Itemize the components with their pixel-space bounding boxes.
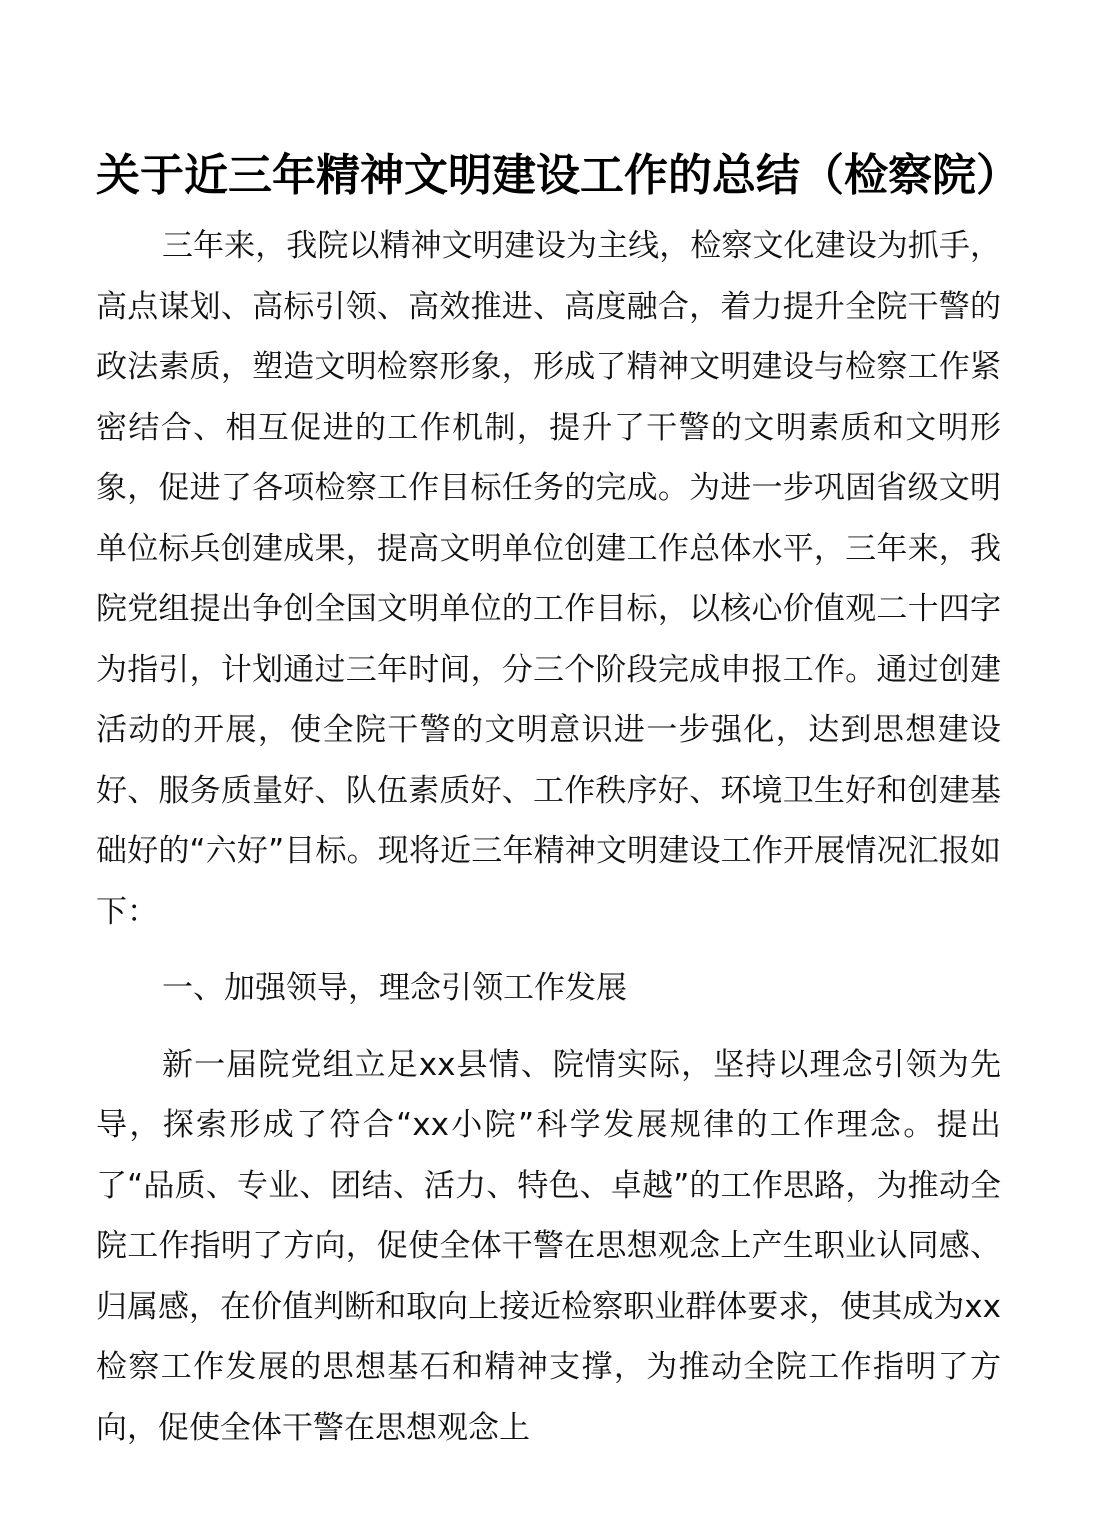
intro-paragraph: 三年来，我院以精神文明建设为主线，检察文化建设为抓手，高点谋划、高标引领、高效推进、高度融合，着力提升全院干警的政法素质，塑造文明检察形象，形成了精神文明建设与检察工作紧密结合、相互促进的工作机制，提升了干警的文明素质和文明形象，促进了各项检察工作目标任务的完成。为进一步巩固省级文明单位标兵创建成果，提高文明单位创建工作总体水平，三年来，我院党组提出争创全国文明单位的工作目标，以核心价值观二十四字为指引，计划通过三年时间，分三个阶段完成申报工作。通过创建活动的开展，使全院干警的文明意识进一步强化，达到思想建设好、服务质量好、队伍素质好、工作秩序好、环境卫生好和创建基础好的“六好”目标。现将近三年精神文明建设工作开展情况汇报如下：	[96, 228, 1001, 930]
document-title: 关于近三年精神文明建设工作的总结（检察院）	[96, 150, 1020, 201]
section-heading: 一、加强领导，理念引领工作发展	[162, 970, 627, 1006]
document-page	[96, 146, 1020, 1458]
section-paragraph: 新一届院党组立足xx县情、院情实际，坚持以理念引领为先导，探索形成了符合“xx小院”科学发展规律的工作理念。提出了“品质、专业、团结、活力、特色、卓越”的工作思路，为推动全院工作指明了方向，促使全体干警在思想观念上产生职业认同感、归属感，在价值判断和取向上接近检察职业群体要求，使其成为xx检察工作发展的思想基石和精神支撑，为推动全院工作指明了方向，促使全体干警在思想观念上	[96, 1046, 1001, 1446]
